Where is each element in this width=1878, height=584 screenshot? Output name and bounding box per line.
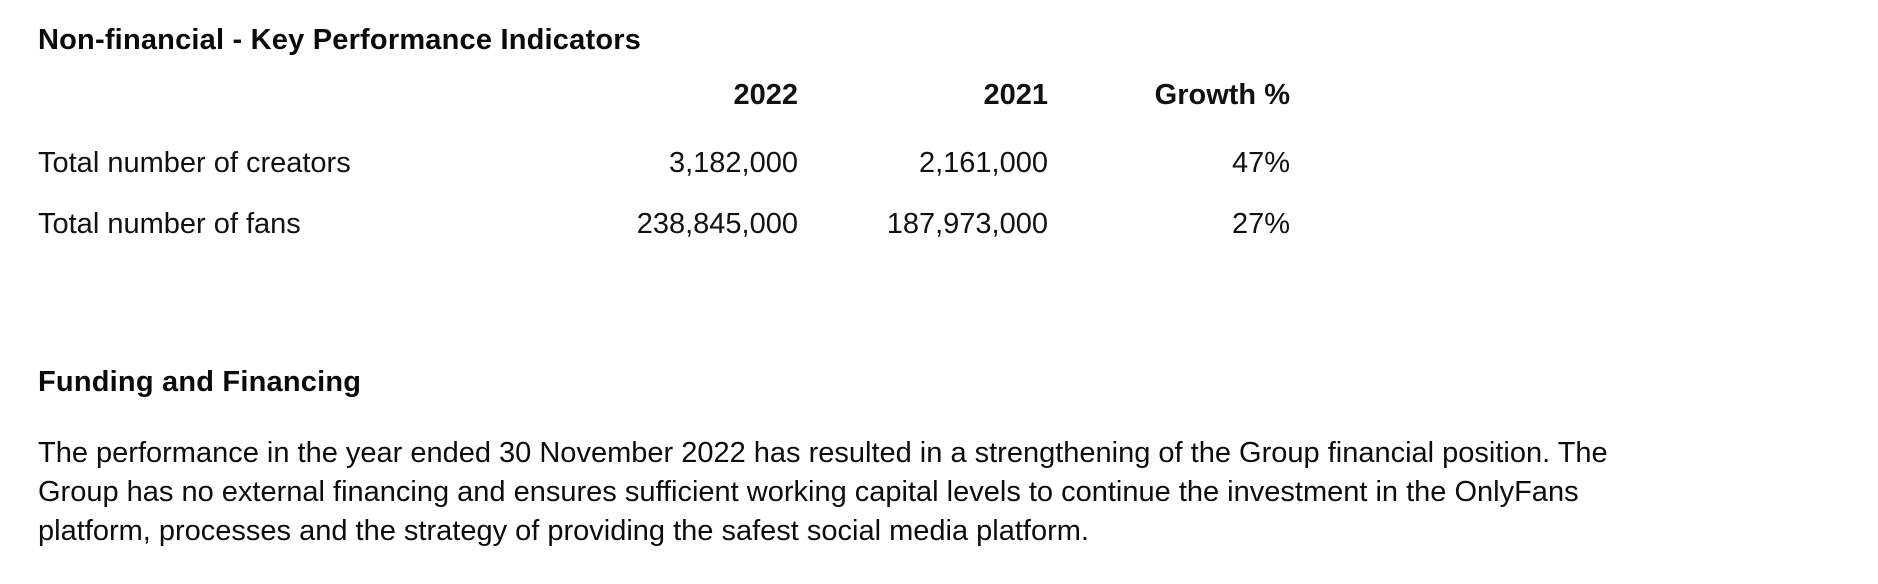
- funding-section-title: Funding and Financing: [38, 366, 362, 398]
- table-row: [38, 209, 1290, 239]
- funding-paragraph-line-2: Group has no external financing and ensures sufficient working capital levels to continue the investment in the OnlyFans: [38, 476, 1579, 508]
- table-row: [38, 148, 1290, 178]
- funding-paragraph-line-1: The performance in the year ended 30 November 2022 has resulted in a strengthening of the Group financial position. The: [38, 437, 1608, 469]
- row-creators-growth-value: 47%: [1231, 147, 1290, 179]
- row-fans-label: Total number of fans: [38, 208, 301, 240]
- row-fans-2021-value: 187,973,000: [886, 208, 1048, 240]
- funding-paragraph-line-3: platform, processes and the strategy of providing the safest social media platform.: [38, 515, 1089, 547]
- kpi-table-header-growth: Growth %: [1154, 79, 1290, 111]
- row-creators-label: Total number of creators: [38, 147, 351, 179]
- kpi-table-header-2022: 2022: [733, 79, 798, 111]
- row-creators-2022-value: 3,182,000: [668, 147, 798, 179]
- kpi-table-header-row: [38, 80, 1290, 110]
- kpi-table-header-blank: [38, 80, 540, 110]
- row-fans-growth-value: 27%: [1231, 208, 1290, 240]
- funding-paragraph: [38, 434, 1778, 551]
- kpi-section-title: Non-financial - Key Performance Indicators: [38, 24, 642, 56]
- row-creators-2021-value: 2,161,000: [918, 147, 1048, 179]
- row-fans-2022-value: 238,845,000: [636, 208, 798, 240]
- kpi-table-header-2021: 2021: [983, 79, 1048, 111]
